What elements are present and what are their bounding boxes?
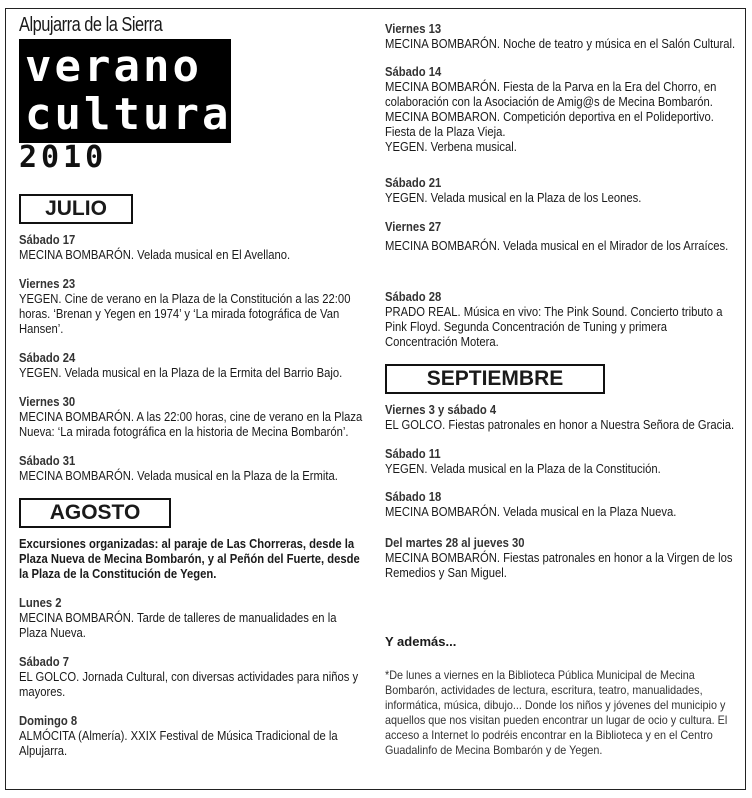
event-agosto-2	[19, 655, 366, 700]
event-agosto-5	[385, 65, 741, 155]
event-septiembre-2	[385, 447, 741, 477]
logo-line-2: cultural	[25, 89, 261, 140]
event-text: MECINA BOMBARÓN. Velada musical en la Plaza de la Ermita.	[19, 469, 338, 483]
event-julio-1	[19, 233, 366, 263]
month-julio: JULIO	[19, 194, 133, 224]
event-text: MECINA BOMBARÓN. A las 22:00 horas, cine de verano en la Plaza Nueva: ‘La mirada fotográfica en la historia de Mecina Bombarón’.	[19, 410, 363, 439]
event-septiembre-3	[385, 490, 741, 520]
event-text: YEGEN. Velada musical en la Plaza de la Ermita del Barrio Bajo.	[19, 366, 343, 380]
event-date: Lunes 2	[19, 596, 62, 610]
event-text: MECINA BOMBARÓN. Velada musical en El Avellano.	[19, 248, 291, 262]
event-julio-3	[19, 351, 366, 381]
event-date: Viernes 23	[19, 277, 76, 291]
event-agosto-1	[19, 596, 366, 641]
event-text: MECINA BOMBARÓN. Fiestas patronales en honor a la Virgen de los Remedios y San Miguel.	[385, 551, 733, 580]
event-julio-4	[19, 395, 366, 440]
event-text: EL GOLCO. Fiestas patronales en honor a Nuestra Señora de Gracia.	[385, 418, 735, 432]
logo-line-1: verano	[25, 41, 202, 92]
event-text: MECINA BOMBARÓN. Fiesta de la Parva en la Era del Chorro, en colaboración con la Asociación de Amig@s de Mecina Bombarón.	[385, 80, 717, 109]
event-agosto-7	[385, 220, 741, 254]
event-date: Sábado 31	[19, 454, 76, 468]
event-text: MECINA BOMBARÓN. Velada musical en la Plaza Nueva.	[385, 505, 677, 519]
event-date: Viernes 3 y sábado 4	[385, 403, 497, 417]
event-septiembre-4	[385, 536, 741, 581]
event-date: Sábado 14	[385, 65, 442, 79]
event-text: YEGEN. Velada musical en la Plaza de la Constitución.	[385, 462, 661, 476]
month-agosto: AGOSTO	[19, 498, 171, 528]
event-date: Viernes 13	[385, 22, 442, 36]
event-text: YEGEN. Cine de verano en la Plaza de la Constitución a las 22:00 horas. ‘Brenan y Yegen en 1974’ y ‘La mirada fotográfica de Van Hansen’.	[19, 292, 351, 336]
event-text: PRADO REAL. Música en vivo: The Pink Sound. Concierto tributo a Pink Floyd. Segunda Concentración de Tuning y primera Concentración Motera.	[385, 305, 723, 349]
event-date: Del martes 28 al jueves 30	[385, 536, 525, 550]
ademas-note: *De lunes a viernes en la Biblioteca Pública Municipal de Mecina Bombarón, actividades de lectura, escritura, teatro, manualidades, informática, música, dibujo... Donde los niños y jóvenes del municipio y aquellos que nos visitan pueden encontrar un lugar de ocio y cultura. El acceso a Internet lo podréis encontrar en la Biblioteca y en el Centro Guadalinfo de Mecina Bombarón y de Yegen.	[385, 668, 728, 757]
ademas-heading: Y además...	[385, 634, 457, 649]
event-agosto-4	[385, 22, 741, 52]
event-date: Sábado 11	[385, 447, 441, 461]
event-septiembre-1	[385, 403, 741, 433]
year-label: 2010	[19, 140, 108, 175]
region-title: Alpujarra de la Sierra	[19, 14, 163, 36]
verano-cultural-logo	[19, 39, 261, 143]
event-date: Sábado 7	[19, 655, 70, 669]
event-agosto-6	[385, 176, 741, 206]
event-text: MECINA BOMBARÓN. Tarde de talleres de manualidades en la Plaza Nueva.	[19, 611, 337, 640]
event-date: Sábado 18	[385, 490, 442, 504]
event-text: ALMÓCITA (Almería). XXIX Festival de Música Tradicional de la Alpujarra.	[19, 729, 338, 758]
event-text-3: YEGEN. Verbena musical.	[385, 140, 517, 154]
event-date: Sábado 28	[385, 290, 442, 304]
event-date: Domingo 8	[19, 714, 78, 728]
event-julio-5	[19, 454, 366, 484]
month-septiembre: SEPTIEMBRE	[385, 364, 605, 394]
event-julio-2	[19, 277, 366, 337]
event-text: MECINA BOMBARÓN. Noche de teatro y música en el Salón Cultural.	[385, 37, 736, 51]
event-date: Sábado 21	[385, 176, 442, 190]
event-date: Sábado 17	[19, 233, 76, 247]
event-text: MECINA BOMBARÓN. Velada musical en el Mirador de los Arraíces.	[385, 239, 729, 253]
event-date: Viernes 30	[19, 395, 76, 409]
event-date: Viernes 27	[385, 220, 442, 234]
event-text: EL GOLCO. Jornada Cultural, con diversas actividades para niños y mayores.	[19, 670, 359, 699]
event-agosto-3	[19, 714, 366, 759]
event-text-2: MECINA BOMBARON. Competición deportiva en el Polideportivo. Fiesta de la Plaza Vieja.	[385, 110, 714, 139]
agosto-intro: Excursiones organizadas: al paraje de Las Chorreras, desde la Plaza Nueva de Mecina Bombarón, y al Peñón del Fuerte, desde la Plaza de la Constitución de Yegen.	[19, 537, 360, 581]
event-date: Sábado 24	[19, 351, 76, 365]
event-text: YEGEN. Velada musical en la Plaza de los Leones.	[385, 191, 642, 205]
event-agosto-8	[385, 290, 741, 350]
